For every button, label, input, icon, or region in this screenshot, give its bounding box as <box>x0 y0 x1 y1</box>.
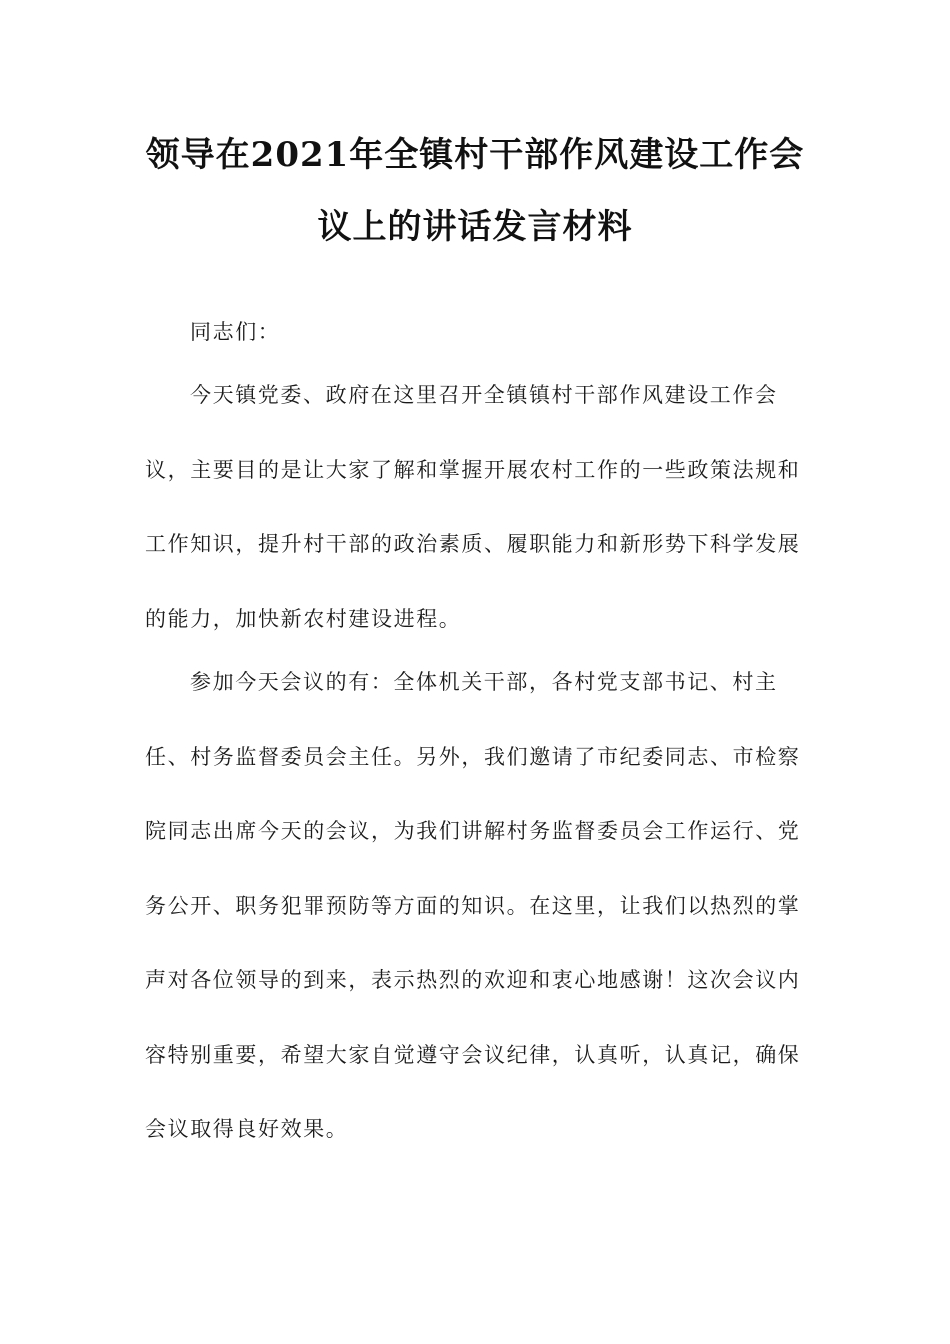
paragraph-line: 议，主要目的是让大家了解和掌握开展农村工作的一些政策法规和 <box>145 458 801 482</box>
paragraph-line: 工作知识，提升村干部的政治素质、履职能力和新形势下科学发展 <box>145 532 801 556</box>
paragraph-line: 务公开、职务犯罪预防等方面的知识。在这里，让我们以热烈的掌 <box>145 894 801 918</box>
paragraph-line: 参加今天会议的有：全体机关干部，各村党支部书记、村主 <box>190 670 778 694</box>
paragraph-line: 的能力，加快新农村建设进程。 <box>145 607 462 631</box>
paragraph-line: 任、村务监督委员会主任。另外，我们邀请了市纪委同志、市检察 <box>145 745 801 769</box>
paragraph-line: 声对各位领导的到来，表示热烈的欢迎和衷心地感谢！这次会议内 <box>145 968 801 992</box>
salutation: 同志们： <box>190 320 281 344</box>
paragraph-line: 容特别重要，希望大家自觉遵守会议纪律，认真听，认真记，确保 <box>145 1043 801 1067</box>
document-title-line-1: 领导在2021年全镇村干部作风建设工作会 <box>145 135 805 175</box>
paragraph-line: 今天镇党委、政府在这里召开全镇镇村干部作风建设工作会 <box>190 383 778 407</box>
document-title-line-2: 议上的讲话发言材料 <box>317 207 633 247</box>
paragraph-line: 会议取得良好效果。 <box>145 1117 349 1141</box>
paragraph-line: 院同志出席今天的会议，为我们讲解村务监督委员会工作运行、党 <box>145 819 801 843</box>
